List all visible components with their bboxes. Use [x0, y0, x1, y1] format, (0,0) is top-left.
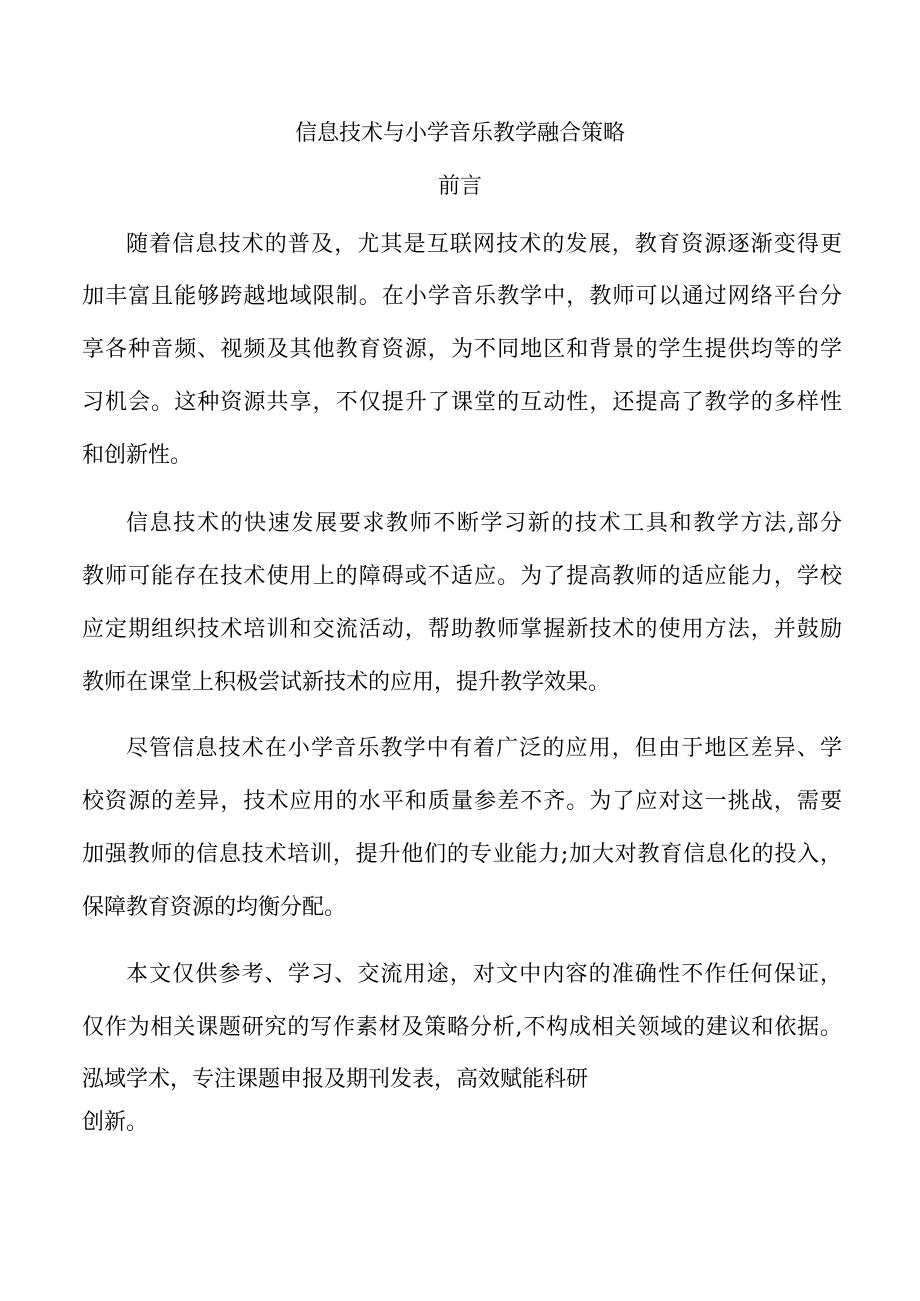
paragraph-2-line-2: 教师可能存在技术使用上的障碍或不适应。为了提高教师的适应能力，学校: [82, 564, 842, 589]
paragraph-3-line-4: 保障教育资源的均衡分配。: [82, 895, 347, 920]
document-subtitle: 前言: [437, 174, 482, 199]
paragraph-1-line-2: 加丰富且能够跨越地域限制。在小学音乐教学中，教师可以通过网络平台分: [82, 284, 842, 309]
paragraph-4-line-2: 仅作为相关课题研究的写作素材及策略分析,不构成相关领域的建议和依据。: [82, 1015, 842, 1040]
paragraph-4-line-4: 创新。: [82, 1110, 149, 1135]
paragraph-4-line-3: 泓域学术，专注课题申报及期刊发表，高效赋能科研: [82, 1067, 589, 1092]
paragraph-1-line-4: 习机会。这种资源共享，不仅提升了课堂的互动性，还提高了教学的多样性: [82, 390, 842, 415]
paragraph-2-line-1: 信息技术的快速发展要求教师不断学习新的技术工具和教学方法,部分: [126, 511, 842, 536]
paragraph-3-line-3: 加强教师的信息技术培训，提升他们的专业能力;加大对教育信息化的投入，: [82, 842, 842, 867]
paragraph-2-line-4: 教师在课堂上积极尝试新技术的应用，提升教学效果。: [82, 670, 611, 695]
document-title: 信息技术与小学音乐教学融合策略: [294, 121, 625, 146]
paragraph-2-line-3: 应定期组织技术培训和交流活动，帮助教师掌握新技术的使用方法，并鼓励: [82, 617, 842, 642]
paragraph-1-line-5: 和创新性。: [82, 443, 193, 468]
paragraph-1-line-3: 享各种音频、视频及其他教育资源，为不同地区和背景的学生提供均等的学: [82, 337, 842, 362]
paragraph-3-line-2: 校资源的差异，技术应用的水平和质量参差不齐。为了应对这一挑战，需要: [82, 789, 842, 814]
paragraph-1-line-1: 随着信息技术的普及，尤其是互联网技术的发展，教育资源逐渐变得更: [126, 232, 842, 257]
paragraph-3-line-1: 尽管信息技术在小学音乐教学中有着广泛的应用，但由于地区差异、学: [126, 736, 842, 761]
paragraph-4-line-1: 本文仅供参考、学习、交流用途，对文中内容的准确性不作任何保证，: [126, 962, 842, 987]
